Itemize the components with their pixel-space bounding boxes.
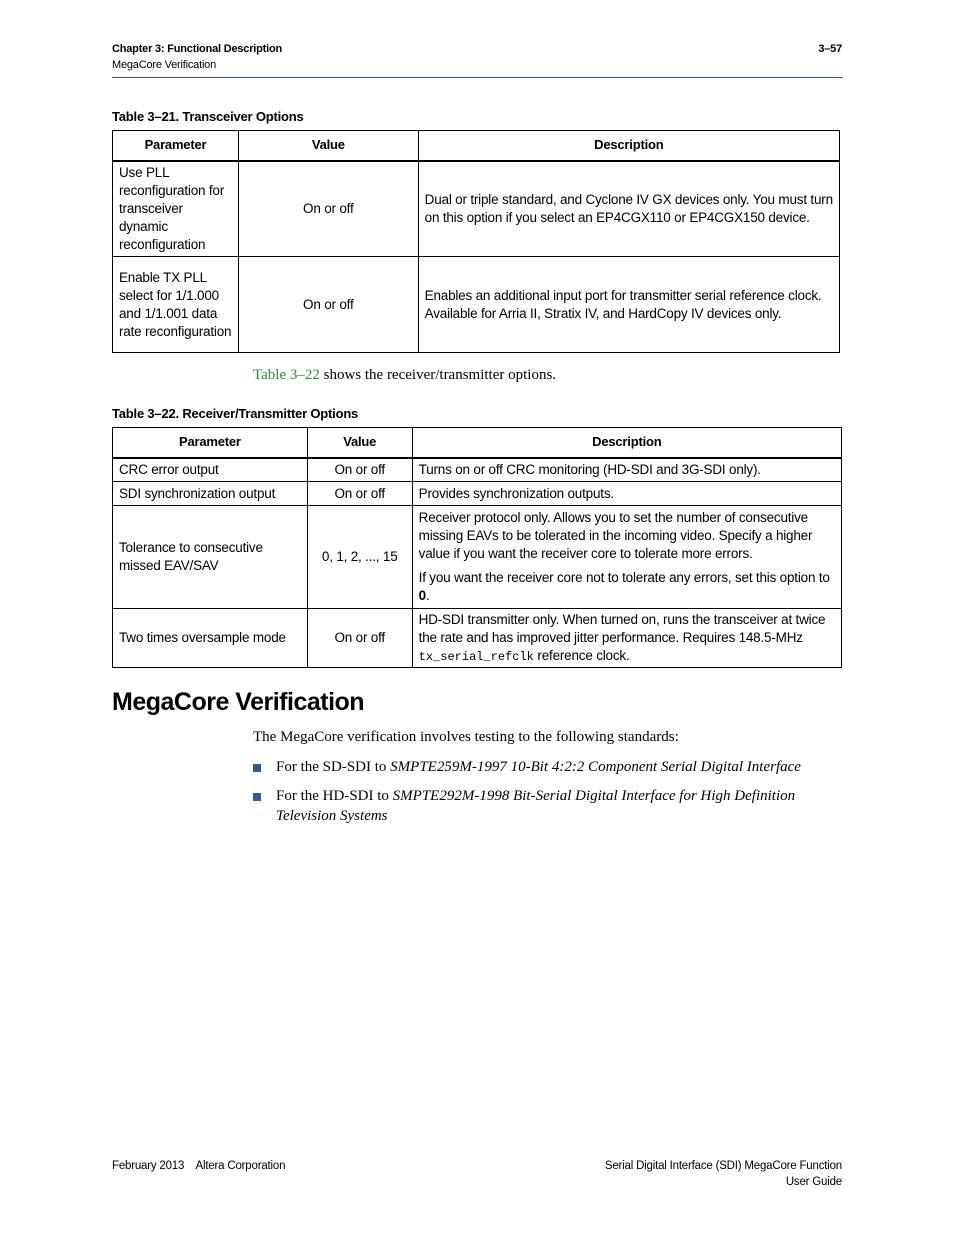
reference-text: shows the receiver/transmitter options. <box>319 367 557 383</box>
cell-parameter: Two times oversample mode <box>113 609 308 668</box>
column-header-description: Description <box>418 131 839 161</box>
section-title: MegaCore Verification <box>112 688 365 716</box>
description-text: HD-SDI transmitter only. When turned on, runs the transceiver at twice the rate and has improved jitter performance. Requires 148.5-MHz <box>418 611 826 645</box>
header-chapter: Chapter 3: Functional Description <box>112 43 283 55</box>
column-header-description: Description <box>412 428 841 458</box>
cell-value: 0, 1, 2, ..., 15 <box>307 506 412 609</box>
header-page-number: 3–57 <box>818 43 842 55</box>
column-header-parameter: Parameter <box>113 428 308 458</box>
column-header-parameter: Parameter <box>113 131 239 161</box>
description-paragraph <box>419 569 835 605</box>
table-row <box>113 161 840 257</box>
cell-value: On or off <box>307 482 412 506</box>
footer-document-title: Serial Digital Interface (SDI) MegaCore Function <box>604 1160 842 1172</box>
cell-parameter: CRC error output <box>113 458 308 482</box>
cell-value: On or off <box>307 458 412 482</box>
bullet-item <box>276 786 842 826</box>
cell-parameter: SDI synchronization output <box>113 482 308 506</box>
bullet-square-icon <box>253 764 261 772</box>
footer-document-type: User Guide <box>785 1176 842 1188</box>
cell-value: On or off <box>238 161 418 257</box>
table-header-row <box>113 428 842 458</box>
table-row <box>113 458 842 482</box>
transceiver-options-table <box>112 130 840 353</box>
bullet-square-icon <box>253 793 261 801</box>
receiver-transmitter-options-table <box>112 427 842 668</box>
header-section: MegaCore Verification <box>112 59 217 71</box>
table-header-row <box>113 131 840 161</box>
description-text: . <box>425 588 430 603</box>
description-bold-value: 0 <box>418 588 426 603</box>
table-row <box>113 609 842 668</box>
table2-caption: Table 3–22. Receiver/Transmitter Options <box>112 406 359 421</box>
description-text: reference clock. <box>533 647 630 663</box>
table-row <box>113 257 840 353</box>
cell-description: Provides synchronization outputs. <box>412 482 841 506</box>
bullet-item <box>276 757 842 777</box>
table-row <box>113 506 842 609</box>
cell-parameter: Enable TX PLL select for 1/1.000 and 1/1.001 data rate reconfiguration <box>113 257 239 353</box>
description-text: If you want the receiver core not to tolerate any errors, set this option to <box>418 570 830 585</box>
header-rule <box>112 77 843 78</box>
column-header-value: Value <box>307 428 412 458</box>
column-header-value: Value <box>238 131 418 161</box>
table1-caption: Table 3–21. Transceiver Options <box>112 109 304 124</box>
cell-description <box>412 609 841 668</box>
standard-title: SMPTE292M-1998 Bit-Serial Digital Interface for High Definition Television Systems <box>276 788 796 824</box>
table-reference-sentence <box>253 367 556 384</box>
cell-description: Turns on or off CRC monitoring (HD-SDI and 3G-SDI only). <box>412 458 841 482</box>
bullet-text: For the SD-SDI to <box>276 759 391 775</box>
table-row <box>113 482 842 506</box>
cell-value: On or off <box>307 609 412 668</box>
cell-description <box>412 506 841 609</box>
cell-parameter: Use PLL reconfiguration for transceiver dynamic reconfiguration <box>113 161 239 257</box>
standard-title: SMPTE259M-1997 10-Bit 4:2:2 Component Serial Digital Interface <box>390 759 801 775</box>
description-paragraph: Receiver protocol only. Allows you to set the number of consecutive missing EAVs to be tolerated in the incoming video. Specify a higher value if you want the receiver core to tolerate more errors. <box>418 510 813 561</box>
cell-parameter: Tolerance to consecutive missed EAV/SAV <box>113 506 308 609</box>
section-intro: The MegaCore verification involves testing to the following standards: <box>253 729 679 745</box>
cell-description: Dual or triple standard, and Cyclone IV GX devices only. You must turn on this option if you select an EP4CGX110 or EP4CGX150 device. <box>418 161 839 257</box>
signal-name: tx_serial_refclk <box>418 649 534 664</box>
bullet-text: For the HD-SDI to <box>276 788 393 804</box>
footer-date-company: February 2013 Altera Corporation <box>112 1160 286 1172</box>
cell-description: Enables an additional input port for transmitter serial reference clock. Available for Arria II, Stratix IV, and HardCopy IV devices only. <box>418 257 839 353</box>
table-3-22-link[interactable]: Table 3–22 <box>253 367 320 383</box>
cell-value: On or off <box>238 257 418 353</box>
